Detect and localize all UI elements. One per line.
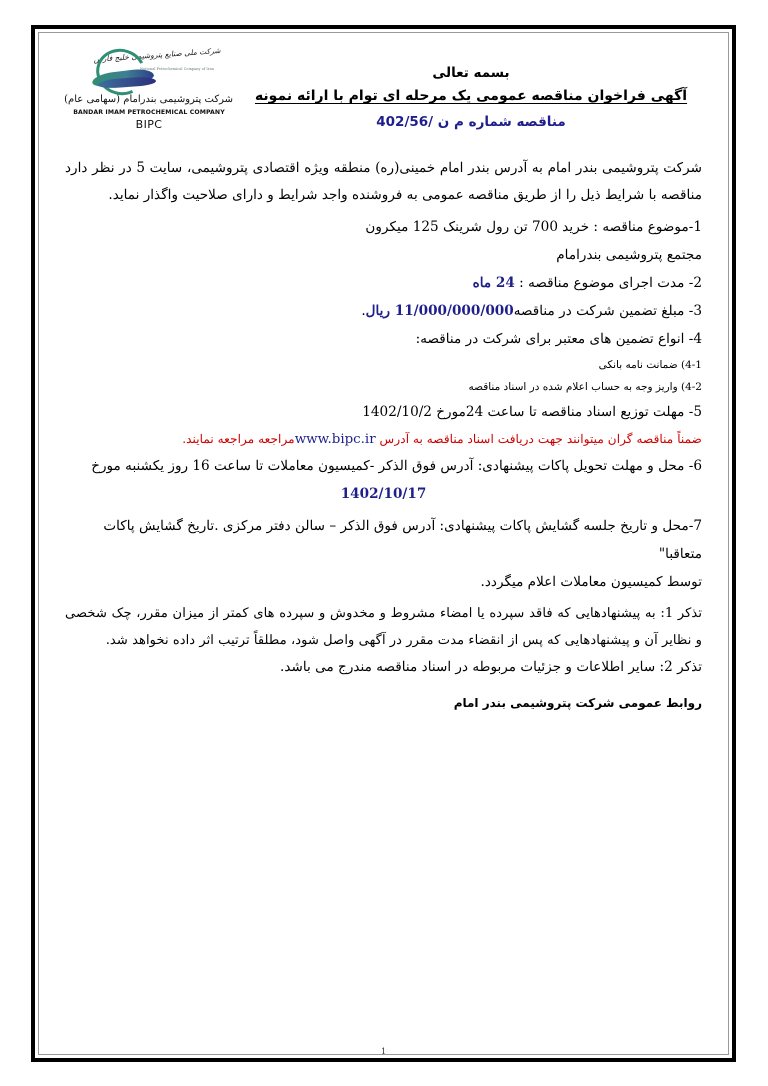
website-note-prefix: ضمناً مناقصه گران میتوانند جهت دریافت اسناد مناقصه به آدرس	[375, 431, 702, 446]
website-note	[65, 427, 702, 454]
page-content	[35, 29, 732, 1058]
item-2-duration-value: 24 ماه	[472, 275, 515, 292]
company-name-english: BANDAR IMAM PETROCHEMICAL COMPANY	[73, 109, 225, 116]
item-4: 4- انواع تضمین های معتبر برای شرکت در مناقصه:	[415, 330, 702, 347]
item-4-2: 4-2) واریز وجه به حساب اعلام شده در اسناد مناقصه	[468, 381, 702, 394]
company-abbreviation: BIPC	[135, 118, 163, 131]
item-7-line-2: توسط کمیسیون معاملات اعلام میگردد.	[480, 573, 702, 590]
item-2-label: 2- مدت اجرای موضوع مناقصه :	[514, 275, 702, 292]
item-3-suffix: .	[361, 302, 366, 319]
intro-paragraph: شرکت پتروشیمی بندر امام به آدرس بندر امام خمینی(ره) منطقه ویژه اقتصادی پتروشیمی، سایت 5 در نظر دارد مناقصه با شرایط ذیل را از طریق مناقصه عمومی به فروشنده واجد شرایط و دارای صلاحیت واگذار نماید.	[65, 160, 702, 204]
item-2	[65, 270, 702, 298]
item-7-line-1: 7-محل و تاریخ جلسه گشایش پاکات پیشنهادی: آدرس فوق الذکر – سالن دفتر مرکزی .تاریخ گشایش پاکات متعاقبا"	[103, 517, 702, 562]
signature-line: روابط عمومی شرکت پتروشیمی بندر امام	[453, 696, 702, 711]
page-title: آگهی فراخوان مناقصه عمومی یک مرحله ای توام با ارائه نمونه	[254, 88, 688, 105]
logo-script-micro-text: National Petrochemical Company of Iran	[139, 67, 214, 71]
website-url-link[interactable]: www.bipc.ir	[294, 431, 376, 447]
document-body	[65, 155, 702, 710]
note-2: تذکر 2: سایر اطلاعات و جزئیات مربوطه در اسناد مناقصه مندرج می باشد.	[280, 659, 702, 676]
note-1: تذکر 1: به پیشنهادهایی که فاقد سپرده یا امضاء مشروط و مخدوش و سپرده های کمتر از میزان مقرر، چک شخصی و نظایر آن و پیشنهادهایی که پس از انقضاء مدت مقرر در آگهی واصل شود، مطلقاً ترتیب اثر داده نخواهد شد.	[65, 606, 703, 648]
document-header	[65, 39, 702, 151]
logo-script-top-text: شرکت ملی صنایع پتروشیمی خلیج فارس	[93, 46, 221, 64]
logo-mark-icon	[74, 45, 224, 93]
page-frame	[31, 25, 736, 1062]
item-3-guarantee-amount: 11/000/000/000 ریال	[365, 302, 514, 319]
item-6-date-value: 1402/10/17	[340, 485, 427, 502]
item-4-1: 4-1) ضمانت نامه بانکی	[598, 358, 702, 371]
item-1-line-1: 1-موضوع مناقصه : خرید 700 تن رول شرینک 125 میکرون	[365, 219, 702, 236]
basmala-text: بسمه تعالی	[432, 65, 510, 81]
title-block	[240, 63, 702, 134]
item-3	[65, 298, 702, 326]
item-3-label: 3- مبلغ تضمین شرکت در مناقصه	[513, 302, 702, 319]
company-logo-block	[65, 45, 233, 131]
item-6-deadline-date	[65, 481, 702, 508]
item-5: 5- مهلت توزیع اسناد مناقصه تا ساعت 24مورخ 1402/10/2	[362, 403, 702, 420]
item-6: 6- محل و مهلت تحویل پاکات پیشنهادی: آدرس فوق الذکر -کمیسیون معاملات تا ساعت 16 روز یکشنبه مورخ	[91, 458, 702, 475]
tender-number: مناقصه شماره م ن /402/56	[376, 114, 566, 131]
website-note-suffix: مراجعه مراجعه نمایند.	[182, 431, 295, 446]
company-name-farsi: شرکت پتروشیمی بندرامام (سهامی عام)	[64, 94, 233, 105]
item-1-line-2: مجتمع پتروشیمی بندرامام	[556, 247, 702, 264]
page-number: 1	[380, 1047, 387, 1056]
